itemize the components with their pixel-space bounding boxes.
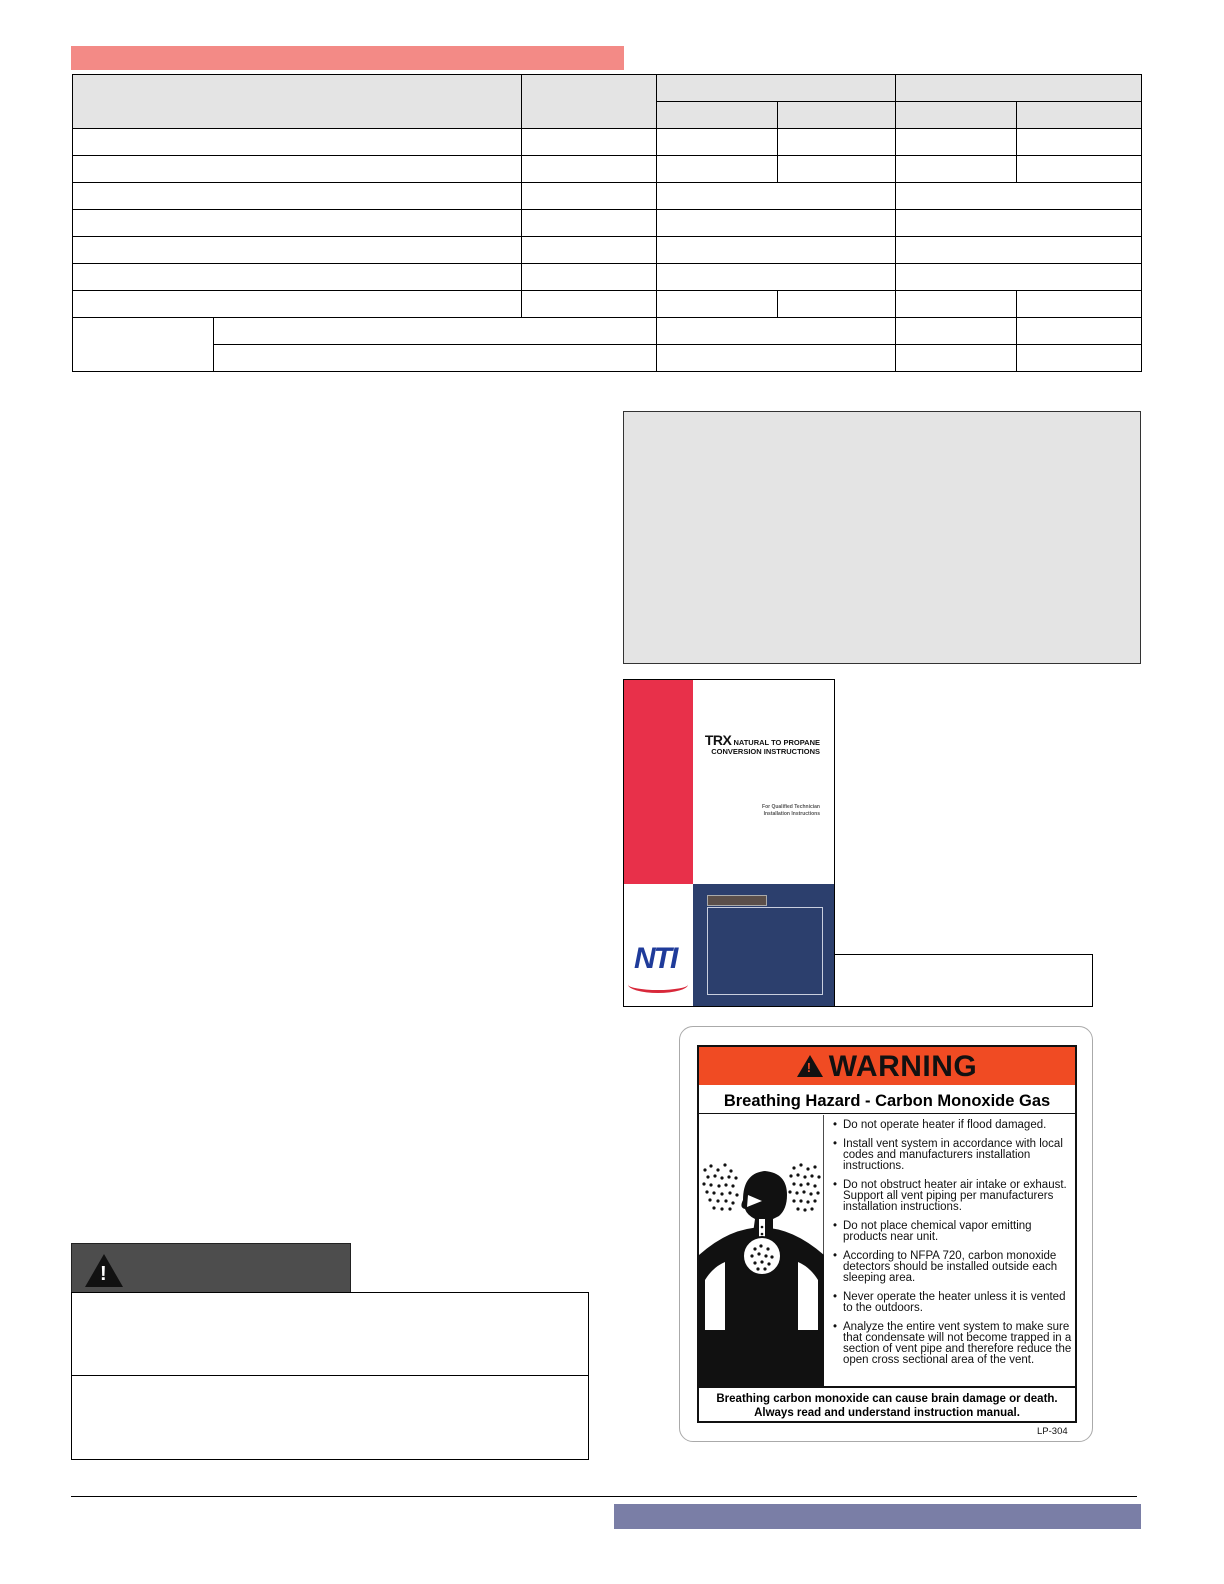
cover-title (704, 732, 820, 756)
table-cell (896, 183, 1142, 210)
warning-label-footer-line2: Always read and understand instruction manual. (754, 1406, 1020, 1419)
list-item: • Do not place chemical vapor emitting products near unit. (833, 1221, 1077, 1243)
list-item: • Do not operate heater if flood damaged. (833, 1120, 1077, 1131)
table-subheader-cell (657, 102, 778, 129)
breathing-hazard-icon (699, 1115, 824, 1386)
table-cell (657, 318, 896, 345)
warning-label-footer-line1: Breathing carbon monoxide can cause brain damage or death. (716, 1393, 1058, 1405)
table-cell (522, 156, 657, 183)
footer-bar (614, 1504, 1141, 1529)
table-cell (1017, 318, 1142, 345)
warning-label-subheader: Breathing Hazard - Carbon Monoxide Gas (699, 1088, 1075, 1114)
table-cell (214, 345, 657, 372)
table-cell (657, 156, 778, 183)
list-item: • Do not obstruct heater air intake or exhaust. Support all vent piping per manufacturers installation instructions. (833, 1180, 1077, 1213)
table-cell (522, 264, 657, 291)
table-header-cell (657, 75, 896, 102)
cover-caption-box (834, 954, 1093, 1007)
table-cell (522, 291, 657, 318)
table-cell (73, 156, 522, 183)
caution-box (71, 1292, 589, 1376)
table-cell (778, 129, 896, 156)
table-cell (1017, 345, 1142, 372)
nti-logo: NTI (634, 942, 677, 975)
table-header-cell (73, 75, 522, 129)
footer-divider (71, 1496, 1137, 1497)
table-cell (896, 210, 1142, 237)
table-cell (896, 291, 1017, 318)
table-cell (657, 129, 778, 156)
table-cell (657, 291, 778, 318)
table-row (73, 156, 1142, 183)
caution-triangle-icon: ! (85, 1254, 123, 1287)
warning-label-footer (699, 1386, 1075, 1421)
table-cell (73, 129, 522, 156)
table-row (73, 183, 1142, 210)
cover-title-line2: CONVERSION INSTRUCTIONS (711, 747, 820, 756)
table-cell (522, 129, 657, 156)
list-item: • According to NFPA 720, carbon monoxide detectors should be installed outside each sleeping area. (833, 1251, 1077, 1284)
table-cell (73, 183, 522, 210)
table-cell (522, 237, 657, 264)
table-cell (214, 318, 657, 345)
cover-subtitle-line1: For Qualified Technician (762, 804, 820, 810)
specifications-table (72, 74, 1142, 372)
cover-warning-strip (707, 895, 767, 906)
table-cell (896, 264, 1142, 291)
table-cell (896, 318, 1017, 345)
table-cell (657, 345, 896, 372)
table-cell (896, 156, 1017, 183)
table-cell (657, 237, 896, 264)
table-row (73, 264, 1142, 291)
cover-warning-box (707, 907, 823, 995)
warning-label-list (833, 1120, 1077, 1374)
table-row (73, 345, 1142, 372)
table-header-cell (896, 75, 1142, 102)
table-row (73, 210, 1142, 237)
list-item: • Install vent system in accordance with local codes and manufacturers installation instructions. (833, 1139, 1077, 1172)
table-subheader-cell (778, 102, 896, 129)
table-cell (522, 183, 657, 210)
table-header-cell (522, 75, 657, 129)
table-row (73, 129, 1142, 156)
table-row (73, 291, 1142, 318)
table-cell (657, 264, 896, 291)
list-item: • Never operate the heater unless it is vented to the outdoors. (833, 1292, 1077, 1314)
table-cell (73, 264, 522, 291)
caution-box (71, 1375, 589, 1460)
table-cell (657, 183, 896, 210)
cover-red-panel (624, 680, 693, 884)
table-cell (73, 237, 522, 264)
table-cell (896, 237, 1142, 264)
section-header-bar (71, 46, 624, 70)
cover-subtitle (762, 804, 820, 818)
table-cell (1017, 156, 1142, 183)
nti-logo-swoosh (628, 976, 688, 993)
table-cell (73, 291, 522, 318)
table-cell (1017, 291, 1142, 318)
table-cell (73, 210, 522, 237)
table-subheader-cell (1017, 102, 1142, 129)
table-row (73, 237, 1142, 264)
manual-cover-image (623, 679, 835, 1007)
table-cell (896, 345, 1017, 372)
cover-subtitle-line2: Installation Instructions (763, 811, 820, 817)
table-cell (778, 291, 896, 318)
notice-box (623, 411, 1141, 664)
table-cell (896, 129, 1017, 156)
cover-title-line1: NATURAL TO PROPANE (733, 738, 820, 747)
table-cell (522, 210, 657, 237)
table-cell (657, 210, 896, 237)
table-cell (778, 156, 896, 183)
warning-label-header (699, 1047, 1075, 1085)
warning-label-code: LP-304 (1037, 1426, 1068, 1437)
table-cell (1017, 129, 1142, 156)
list-item: • Analyze the entire vent system to make sure that condensate will not become trapped in a section of vent pipe and therefore reduce the open cross sectional area of the vent. (833, 1322, 1077, 1366)
table-row (73, 318, 1142, 345)
warning-label-title: WARNING (828, 1050, 978, 1083)
table-subheader-cell (896, 102, 1017, 129)
table-group-cell (73, 318, 214, 372)
cover-title-brand: TRX (704, 732, 732, 748)
breathing-hazard-pictogram (699, 1115, 824, 1386)
warning-triangle-icon: ! (797, 1055, 823, 1077)
